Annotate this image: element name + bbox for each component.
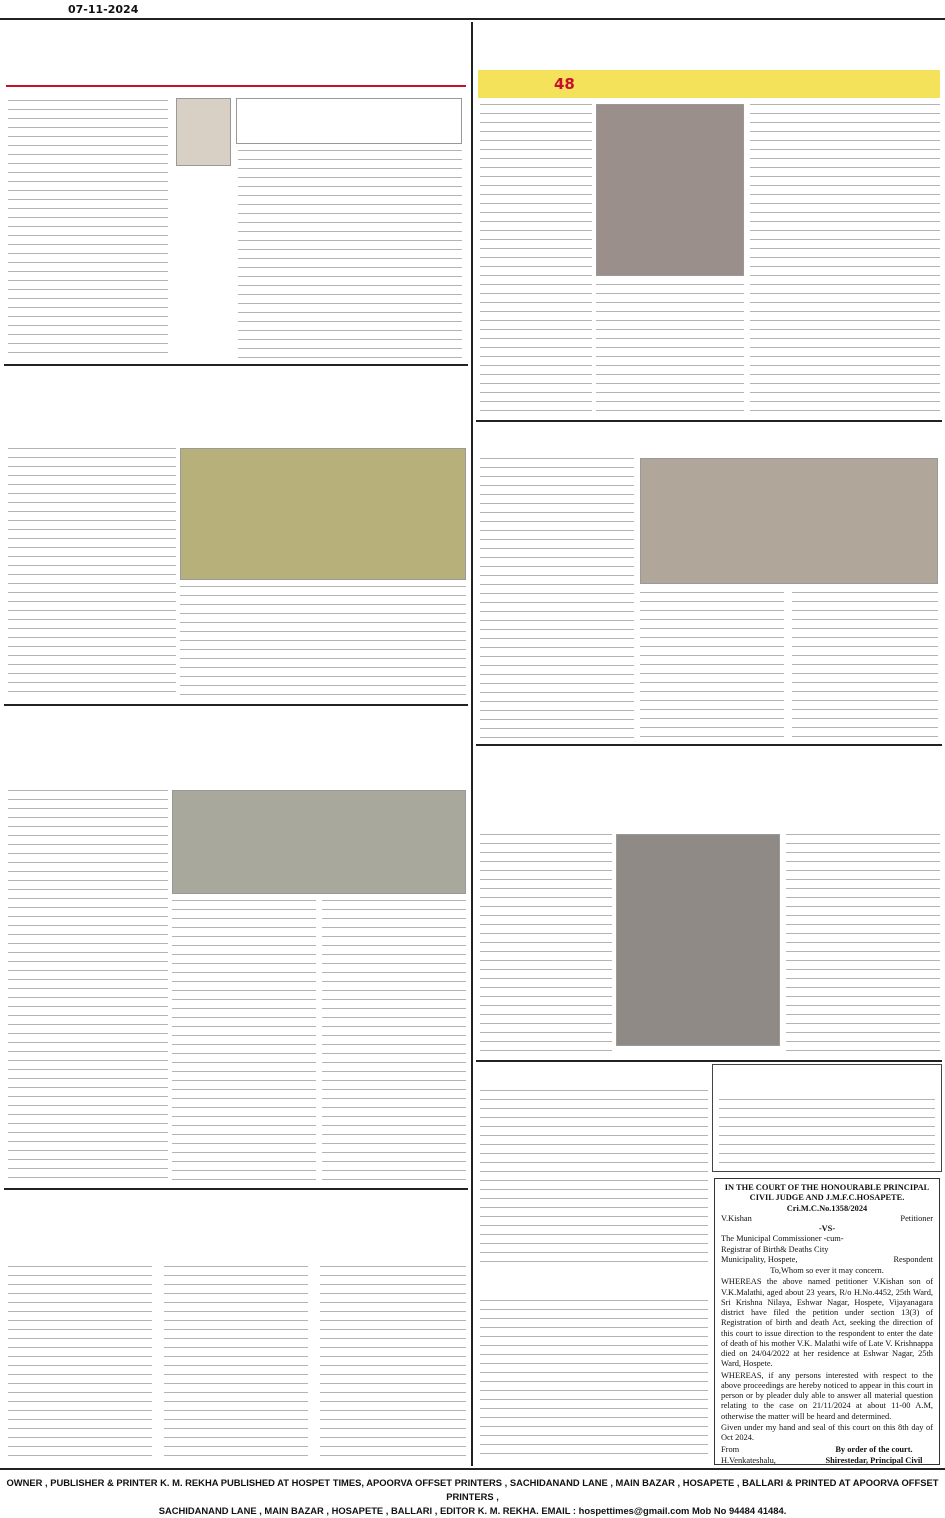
headline-street-play: [6, 368, 466, 440]
versus: -VS-: [818, 1224, 836, 1233]
article-local-bodies-text-2: [164, 1266, 308, 1462]
notice-body-2: WHEREAS, if any persons interested with respect to the above proceedings are hereby noticed to appear in this court in person or by pleader duly able to answer all material question relating to the case on 21/11/2024 at about 11-00 A.M, otherwise the matter will be heard and determined.: [721, 1370, 933, 1421]
article-kampli-text: [719, 1099, 935, 1167]
headline-obavva-meeting: [478, 424, 940, 450]
respondent-role: Respondent: [893, 1254, 933, 1264]
masthead: [0, 0, 945, 20]
headline-deadline-band: [478, 70, 940, 98]
photo-adc: [616, 834, 780, 1046]
article-sandur-text-3: [750, 104, 940, 414]
article-youth-text-2: [172, 900, 316, 1182]
photo-siddaramaiah: [176, 98, 231, 166]
article-local-bodies-text-1: [8, 1266, 152, 1462]
photo-youth-skills: [172, 790, 466, 894]
article-youth-text-3: [322, 900, 466, 1182]
section-rule: [4, 704, 468, 706]
petitioner-name: V.Kishan: [721, 1213, 752, 1223]
article-e-shram-text: [480, 1090, 708, 1270]
petitioner-row: [721, 1214, 933, 1224]
notice-given: Given under my hand and seal of this court on this 8th day of Oct 2024.: [721, 1422, 933, 1442]
section-rule: [4, 364, 468, 366]
signature-row: [721, 1445, 933, 1465]
article-sandur-text-2: [596, 284, 744, 414]
respondent-row: [721, 1234, 933, 1265]
imprint-line-1: OWNER , PUBLISHER & PRINTER K. M. REKHA PUBLISHED AT HOSPET TIMES, APOORVA OFFSET PRINTERS , SACHIDANAND LANE , MAIN BAZAR , HOSAPETE , BALLARI & PRINTED AT APOORVA OFFSET PRINTERS ,: [6, 1477, 939, 1502]
headline-annapoorna: [6, 45, 466, 87]
court-signatory: [815, 1445, 933, 1465]
court-notice: [714, 1178, 940, 1465]
section-rule: [476, 1060, 942, 1062]
advocate-block: [721, 1445, 811, 1465]
article-annapoorna-text-right: [238, 150, 462, 358]
imprint-footer: [0, 1468, 945, 1516]
headline-adc-meeting: [478, 748, 940, 770]
section-rule: [4, 1188, 468, 1190]
by-order: By order of the court.: [835, 1445, 913, 1455]
article-sandur-text-1: [480, 104, 592, 414]
headline-kampli-toilet: [717, 1067, 937, 1095]
petitioner-role: Petitioner: [900, 1213, 933, 1223]
article-adalat-text: [480, 1300, 708, 1462]
headline-youth-skills: [6, 708, 466, 780]
headline-local-bodies: [6, 1192, 466, 1258]
article-annapoorna-text-left: [8, 100, 168, 358]
section-rule: [476, 420, 942, 422]
photo-street-play: [180, 448, 466, 580]
notice-addressee: To,Whom so ever it may concern.: [770, 1266, 884, 1275]
article-celebration-text-1: [480, 834, 612, 1054]
headline-e-shram: [480, 1064, 708, 1082]
respondent-name: The Municipal Commissioner -cum- Registrar of Birth& Deaths City Municipality, Hospete,: [721, 1234, 844, 1264]
signatory-title: Shirestedar, Principal Civil: [825, 1455, 923, 1465]
column-divider: [471, 22, 473, 1466]
court-name: IN THE COURT OF THE HONOURABLE PRINCIPAL CIVIL JUDGE AND J.M.F.C.HOSAPETE.: [724, 1183, 930, 1203]
article-street-play-text-1: [8, 448, 176, 698]
deadline-hours: 48: [554, 75, 575, 93]
headline-sandur-byelection: [478, 42, 940, 64]
section-rule: [476, 744, 942, 746]
photo-obavva-meeting: [640, 458, 938, 584]
photo-official: [596, 104, 744, 276]
advocate-name: H.Venkateshalu,: [721, 1455, 776, 1465]
case-number: Cri.M.C.No.1358/2024: [786, 1203, 868, 1213]
article-youth-text-1: [8, 790, 168, 1182]
article-celebration-text-2: [786, 834, 940, 1054]
issue-date: 07-11-2024: [68, 2, 139, 16]
subhead-box-bommaghatta: [236, 98, 462, 144]
headline-adalat: [480, 1276, 708, 1294]
article-local-bodies-text-3: [320, 1266, 466, 1462]
article-obavva-text-1: [480, 458, 634, 738]
from-label: From: [721, 1445, 740, 1455]
notice-body-1: WHEREAS the above named petitioner V.Kishan son of V.K.Malathi, aged about 23 years, R/o H.No.4452, 25th Ward, Sri Krishna Nilaya, Eshwar Nagar, Hospete, Vijayanagara district have filed the petition under section 13(3) of Registration of birth and death Act, seeking the direction of this court to issue direction to the respondent to enter the date of death of his mother V.K. Malathi wife of Late V. Krishnappa died on 24/04/2022 at her residence at Eshwar Nagar, 25th Ward, Hospete.: [721, 1277, 933, 1369]
article-obavva-text-2: [640, 592, 784, 738]
article-street-play-text-2: [180, 586, 466, 698]
kampli-notice-box: [712, 1064, 942, 1172]
article-obavva-text-3: [792, 592, 938, 738]
imprint-line-2: SACHIDANAND LANE , MAIN BAZAR , HOSAPETE , BALLARI , EDITOR K. M. REKHA. EMAIL : hospettimes@gmail.com Mob No 94484 41484.: [158, 1505, 787, 1516]
